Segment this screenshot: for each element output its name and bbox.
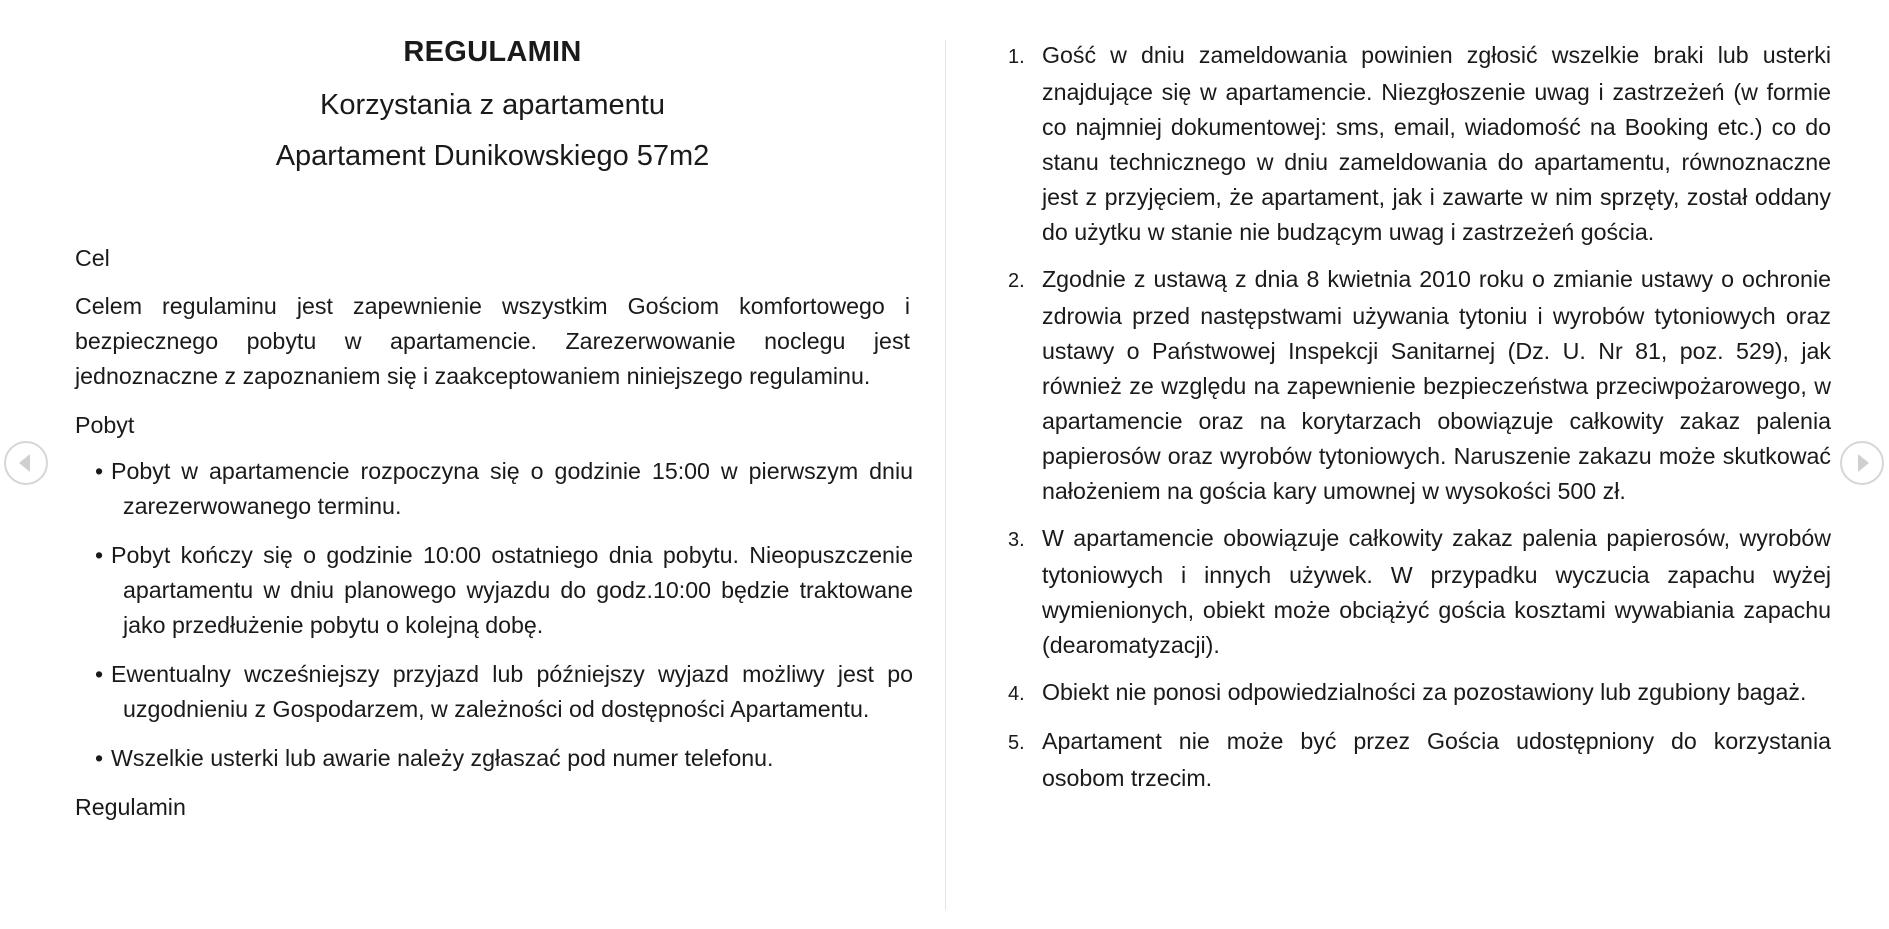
list-item [1008,724,1831,796]
chevron-right-icon [1858,454,1869,472]
list-item [1008,262,1831,509]
section-heading-pobyt: Pobyt [75,412,135,438]
item-number: 3. [1008,529,1025,551]
document-title: REGULAMIN [403,36,582,68]
list-item-text: Wszelkie usterki lub awarie należy zgłaszać pod numer telefonu. [111,745,774,771]
bullet-icon: • [95,542,104,568]
right-page [946,0,1889,929]
chevron-left-icon [19,454,30,472]
item-number: 4. [1008,683,1025,705]
item-number: 2. [1008,270,1025,292]
apartment-name: Apartament Dunikowskiego 57m2 [275,140,710,172]
item-number: 1. [1008,46,1025,68]
list-item-text: Ewentualny wcześniejszy przyjazd lub późniejszy wyjazd możliwy jest po uzgodnieniu z Gospodarzem, w zależności od dostępności Apartamentu. [111,661,913,722]
list-item-text: Gość w dniu zameldowania powinien zgłosić wszelkie braki lub usterki znajdujące się w apartamencie. Niezgłoszenie uwag i zastrzeżeń (w formie co najmniej dokumentowej: sms, email, wiadomość na Booking etc.) co do stanu technicznego w dniu zameldowania do apartamentu, równoznaczne jest z przyjęciem, że apartament, jak i zawarte w nim sprzęty, został oddany do użytku w stanie nie budzącym uwag i zastrzeżeń gościa. [1042,42,1831,245]
pobyt-list [75,454,913,776]
list-item-text: Pobyt kończy się o godzinie 10:00 ostatniego dnia pobytu. Nieopuszczenie apartamentu w dniu planowego wyjazdu do godz.10:00 będzie traktowane jako przedłużenie pobytu o kolejną dobę. [111,542,913,638]
regulations-list [1008,38,1831,796]
bullet-icon: • [95,458,104,484]
document-subtitle: Korzystania z apartamentu [320,89,665,121]
item-number: 5. [1008,732,1025,754]
list-item-text: Apartament nie może być przez Gościa udostępniony do korzystania osobom trzecim. [1042,728,1831,791]
list-item-text: Obiekt nie ponosi odpowiedzialności za pozostawiony lub zgubiony bagaż. [1042,679,1807,705]
list-item [63,538,913,643]
list-item [1008,521,1831,663]
list-item-text: W apartamencie obowiązuje całkowity zakaz palenia papierosów, wyrobów tytoniowych i innych używek. W przypadku wyczucia zapachu wyżej wymienionych, obiekt może obciążyć gościa kosztami wywabiania zapachu (dearomatyzacji). [1042,525,1831,658]
list-item-text: Pobyt w apartamencie rozpoczyna się o godzinie 15:00 w pierwszym dniu zarezerwowanego terminu. [111,458,913,519]
next-page-button[interactable] [1840,441,1884,485]
section-heading-cel: Cel [75,245,110,271]
bullet-icon: • [95,661,104,687]
list-item [1008,38,1831,250]
list-item-text: Zgodnie z ustawą z dnia 8 kwietnia 2010 roku o zmianie ustawy o ochronie zdrowia przed następstwami używania tytoniu i wyrobów tytoniowych oraz ustawy o Państwowej Inspekcji Sanitarnej (Dz. U. Nr 81, poz. 529), jak również ze względu na zapewnienie bezpieczeństwa przeciwpożarowego, w apartamencie oraz na korytarzach obowiązuje całkowity zakaz palenia papierosów oraz wyrobów tytoniowych. Naruszenie zakazu może skutkować nałożeniem na gościa kary umownej w wysokości 500 zł. [1042,266,1831,504]
cel-paragraph: Celem regulaminu jest zapewnienie wszystkim Gościom komfortowego i bezpiecznego pobytu w apartamencie. Zarezerwowanie noclegu jest jednoznaczne z zapoznaniem się i zaakceptowaniem niniejszego regulaminu. [75,293,910,389]
list-item [63,454,913,524]
previous-page-button[interactable] [4,441,48,485]
list-item [63,741,913,776]
section-heading-regulamin: Regulamin [75,794,186,820]
bullet-icon: • [95,745,104,771]
list-item [1008,675,1831,712]
list-item [63,657,913,727]
